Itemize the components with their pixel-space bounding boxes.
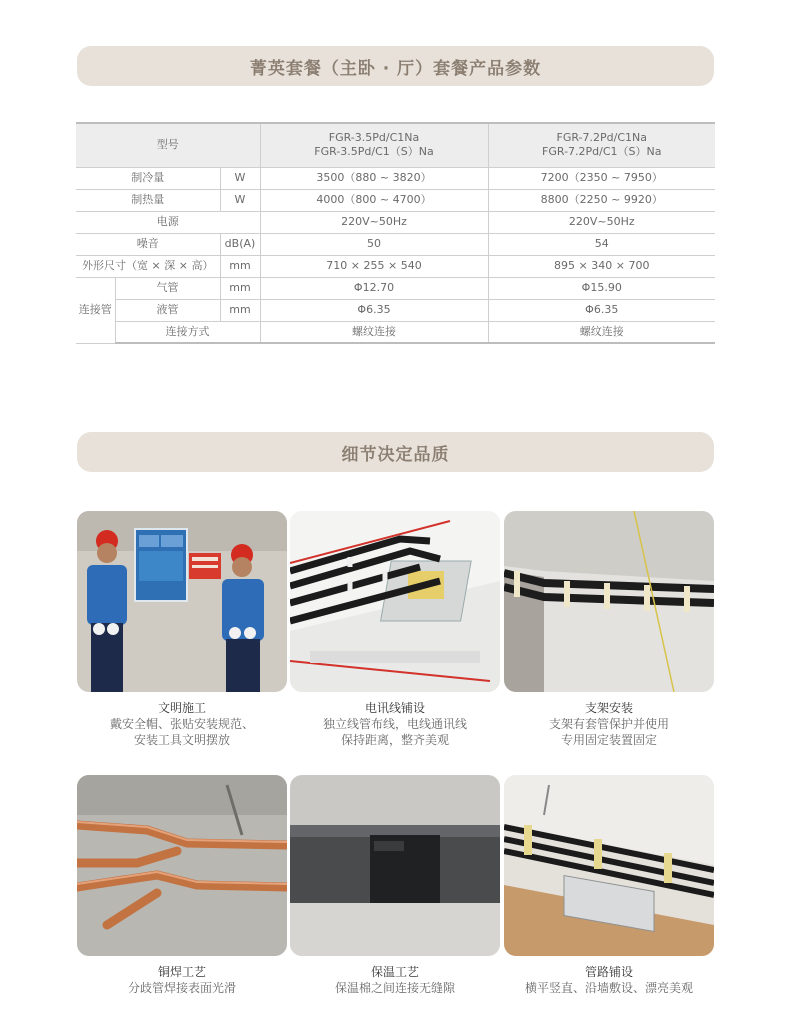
photo-insulation [290, 775, 500, 956]
heating-a: 4000（800 ~ 4700） [260, 189, 488, 211]
power-b: 220V~50Hz [488, 211, 715, 233]
gas-b: Φ15.90 [488, 277, 715, 299]
liquid-b: Φ6.35 [488, 299, 715, 321]
gas-label: 气管 [115, 277, 220, 299]
card-desc: 分歧管焊接表面光滑 [127, 981, 236, 995]
table-row [76, 255, 715, 277]
connect-a: 螺纹连接 [260, 321, 488, 343]
card-piping [504, 775, 714, 996]
power-label: 电源 [76, 211, 260, 233]
card-title: 管路铺设 [584, 965, 633, 979]
table-row [76, 211, 715, 233]
size-b: 895 × 340 × 700 [488, 255, 715, 277]
card-desc: 专用固定装置固定 [560, 733, 657, 747]
card-desc: 安装工具文明摆放 [133, 733, 230, 747]
card-desc: 保温棉之间连接无缝隙 [334, 981, 455, 995]
table-row [76, 277, 715, 299]
gas-a: Φ12.70 [260, 277, 488, 299]
card-desc: 支架有套管保护并使用 [548, 717, 669, 731]
model-b: FGR-7.2Pd/C1Na FGR-7.2Pd/C1（S）Na [488, 123, 715, 167]
noise-label: 噪音 [76, 233, 220, 255]
noise-unit: dB(A) [220, 233, 260, 255]
cooling-a: 3500（880 ~ 3820） [260, 167, 488, 189]
card-title: 电讯线铺设 [364, 701, 425, 715]
card-desc: 横平竖直、沿墙敷设、漂亮美观 [524, 981, 693, 995]
photo-workers [77, 511, 287, 692]
pipe-group-label: 连接管 [76, 277, 115, 343]
specs-banner: 菁英套餐（主卧 · 厅）套餐产品参数 [77, 46, 714, 86]
liquid-unit: mm [220, 299, 260, 321]
heating-label: 制热量 [76, 189, 220, 211]
table-row [76, 167, 715, 189]
card-brazing [77, 775, 287, 996]
power-a: 220V~50Hz [260, 211, 488, 233]
spec-table [76, 122, 715, 344]
detail-banner: 细节决定品质 [77, 432, 714, 472]
size-unit: mm [220, 255, 260, 277]
cooling-unit: W [220, 167, 260, 189]
photo-piping [504, 775, 714, 956]
card-civilized-construction [77, 511, 287, 748]
card-desc: 独立线管布线，电线通讯线 [322, 717, 467, 731]
connect-label: 连接方式 [115, 321, 260, 343]
card-wiring [290, 511, 500, 748]
card-title: 支架安装 [584, 701, 633, 715]
photo-wiring [290, 511, 500, 692]
size-a: 710 × 255 × 540 [260, 255, 488, 277]
model-a: FGR-3.5Pd/C1Na FGR-3.5Pd/C1（S）Na [260, 123, 488, 167]
table-row [76, 189, 715, 211]
card-insulation [290, 775, 500, 996]
table-row [76, 233, 715, 255]
liquid-a: Φ6.35 [260, 299, 488, 321]
table-row [76, 299, 715, 321]
connect-b: 螺纹连接 [488, 321, 715, 343]
heating-b: 8800（2250 ~ 9920） [488, 189, 715, 211]
card-title: 文明施工 [157, 701, 206, 715]
photo-copper [77, 775, 287, 956]
card-bracket [504, 511, 714, 748]
noise-b: 54 [488, 233, 715, 255]
gas-unit: mm [220, 277, 260, 299]
size-label: 外形尺寸（宽 × 深 × 高） [76, 255, 220, 277]
table-header-row [76, 123, 715, 167]
heating-unit: W [220, 189, 260, 211]
cooling-label: 制冷量 [76, 167, 220, 189]
noise-a: 50 [260, 233, 488, 255]
photo-bracket [504, 511, 714, 692]
card-desc: 保持距离，整齐美观 [340, 733, 449, 747]
cooling-b: 7200（2350 ~ 7950） [488, 167, 715, 189]
card-desc: 戴安全帽、张贴安装规范、 [109, 717, 254, 731]
card-title: 铜焊工艺 [157, 965, 206, 979]
model-label: 型号 [76, 123, 260, 167]
card-title: 保温工艺 [370, 965, 419, 979]
table-row [76, 321, 715, 343]
liquid-label: 液管 [115, 299, 220, 321]
